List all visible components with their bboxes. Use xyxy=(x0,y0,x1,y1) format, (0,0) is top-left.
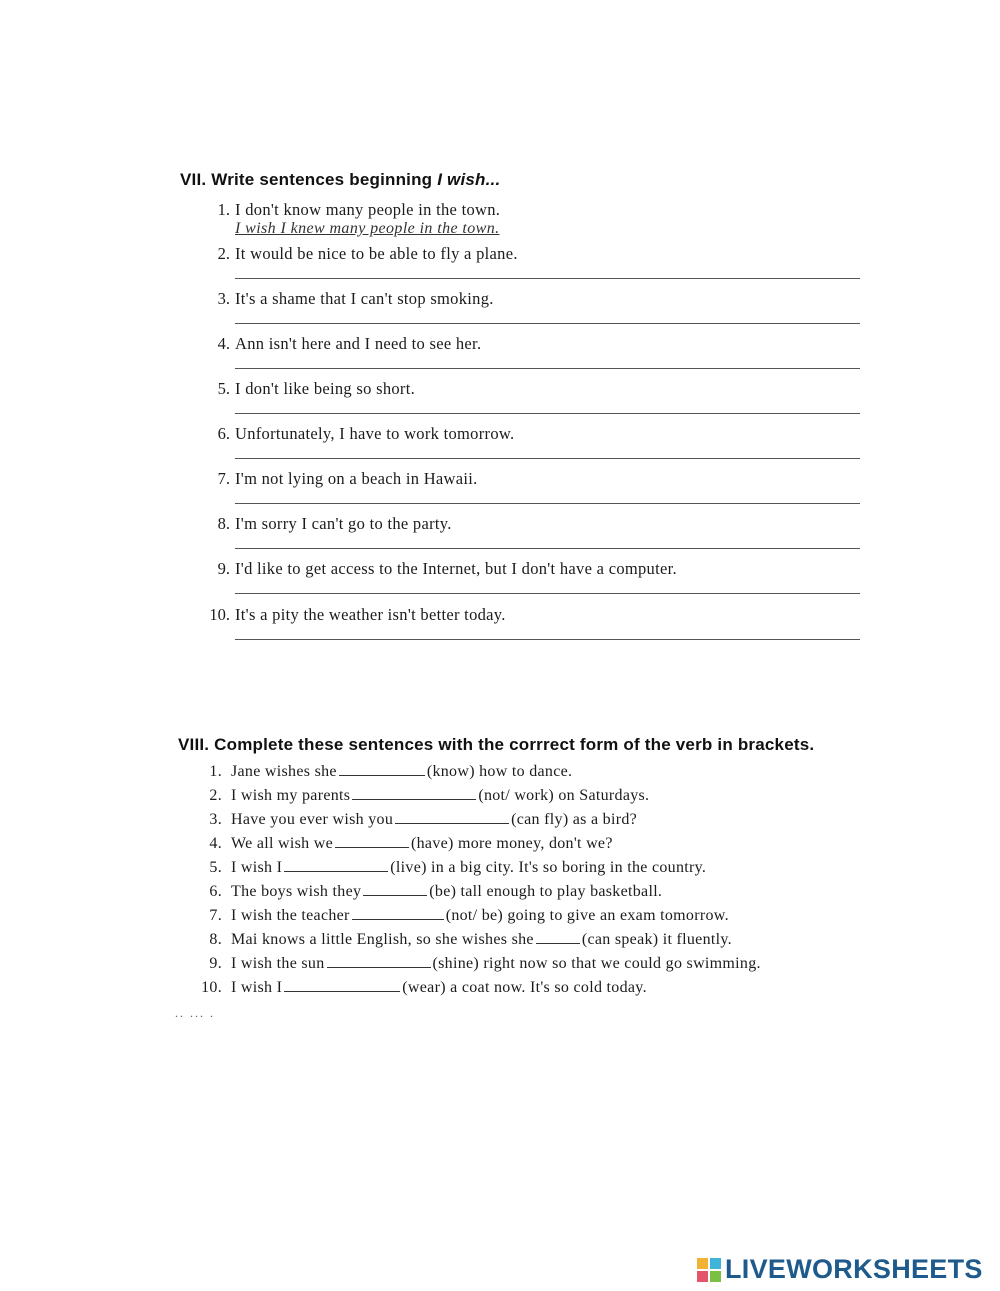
list-item xyxy=(178,883,898,907)
item-number: 4. xyxy=(217,334,230,353)
item-number: 6. xyxy=(217,424,230,443)
answer-line[interactable] xyxy=(235,639,860,640)
list-item xyxy=(180,334,860,378)
list-item xyxy=(178,835,898,859)
section-7-heading-italic: I wish... xyxy=(437,170,501,189)
answer-blank[interactable] xyxy=(284,859,388,872)
section-7-roman: VII. xyxy=(180,170,207,189)
liveworksheets-logo-text: LIVEWORKSHEETS xyxy=(725,1254,983,1284)
item-prompt: Unfortunately, I have to work tomorrow. xyxy=(235,424,515,443)
answer-line[interactable] xyxy=(235,458,860,459)
item-number: 2. xyxy=(217,244,230,263)
answer-line[interactable] xyxy=(235,503,860,504)
sentence-end: (not/ work) on Saturdays. xyxy=(478,787,650,804)
sentence-start: I wish I xyxy=(231,979,283,996)
list-item xyxy=(180,469,860,513)
sentence-start: I wish my parents xyxy=(231,787,351,804)
sentence-end: (know) how to dance. xyxy=(426,763,573,780)
answer-line[interactable] xyxy=(235,368,860,369)
scan-marks: .. ... . xyxy=(175,1006,215,1020)
section-8-roman: VIII. xyxy=(178,735,210,754)
item-number: 5. xyxy=(209,859,222,876)
item-prompt: I don't know many people in the town. xyxy=(235,200,501,219)
section-7-heading xyxy=(180,170,880,190)
answer-blank[interactable] xyxy=(327,955,431,968)
item-number: 3. xyxy=(217,289,230,308)
sentence-end: (shine) right now so that we could go swimming. xyxy=(432,955,761,972)
answer-line[interactable] xyxy=(235,548,860,549)
item-number: 8. xyxy=(217,514,230,533)
sentence-end: (can fly) as a bird? xyxy=(511,811,638,828)
list-item xyxy=(178,955,898,979)
list-item xyxy=(180,379,860,423)
section-8-heading-text: Complete these sentences with the corrrect form of the verb in brackets. xyxy=(214,735,815,754)
item-number: 9. xyxy=(209,955,222,972)
item-number: 4. xyxy=(209,835,222,852)
sentence-start: I wish I xyxy=(231,859,283,876)
sentence-start: Jane wishes she xyxy=(231,763,337,780)
answer-blank[interactable] xyxy=(395,811,509,824)
item-number: 1. xyxy=(209,763,222,780)
item-number: 10. xyxy=(209,605,230,624)
liveworksheets-logo-icon xyxy=(697,1258,721,1282)
example-answer: I wish I knew many people in the town. xyxy=(235,220,500,237)
list-item xyxy=(180,514,860,558)
section-8-heading xyxy=(178,735,898,755)
answer-blank[interactable] xyxy=(352,787,476,800)
list-item xyxy=(178,931,898,955)
list-item xyxy=(178,787,898,811)
sentence-end: (can speak) it fluently. xyxy=(581,931,732,948)
item-number: 9. xyxy=(217,559,230,578)
sentence-start: I wish the teacher xyxy=(231,907,350,924)
answer-line[interactable] xyxy=(235,593,860,594)
item-number: 3. xyxy=(209,811,222,828)
answer-line[interactable] xyxy=(235,278,860,279)
answer-blank[interactable] xyxy=(536,931,580,944)
answer-line[interactable] xyxy=(235,413,860,414)
sentence-end: (not/ be) going to give an exam tomorrow. xyxy=(445,907,729,924)
sentence-start: Mai knows a little English, so she wishes she xyxy=(231,931,534,948)
item-number: 8. xyxy=(209,931,222,948)
item-prompt: It's a shame that I can't stop smoking. xyxy=(235,289,494,308)
answer-blank[interactable] xyxy=(363,883,427,896)
answer-line[interactable] xyxy=(235,323,860,324)
list-item xyxy=(178,979,898,1003)
item-number: 7. xyxy=(209,907,222,924)
item-number: 1. xyxy=(217,200,230,219)
list-item xyxy=(178,763,898,787)
item-prompt: I'm not lying on a beach in Hawaii. xyxy=(235,469,478,488)
item-prompt: It's a pity the weather isn't better today. xyxy=(235,605,506,624)
sentence-end: (be) tall enough to play basketball. xyxy=(429,883,663,900)
answer-blank[interactable] xyxy=(284,979,400,992)
sentence-start: We all wish we xyxy=(231,835,333,852)
item-number: 7. xyxy=(217,469,230,488)
list-item xyxy=(180,559,860,603)
answer-blank[interactable] xyxy=(352,907,444,920)
list-item xyxy=(180,244,860,288)
item-prompt: Ann isn't here and I need to see her. xyxy=(235,334,482,353)
sentence-start: Have you ever wish you xyxy=(231,811,394,828)
section-7 xyxy=(180,170,880,624)
sentence-start: The boys wish they xyxy=(231,883,362,900)
section-8 xyxy=(178,735,898,996)
item-prompt: I don't like being so short. xyxy=(235,379,416,398)
sentence-end: (have) more money, don't we? xyxy=(411,835,613,852)
list-item xyxy=(180,289,860,333)
item-number: 2. xyxy=(209,787,222,804)
list-item xyxy=(178,907,898,931)
list-item xyxy=(180,424,860,468)
list-item xyxy=(180,200,860,244)
list-item xyxy=(178,811,898,835)
list-item xyxy=(180,605,860,649)
item-prompt: I'd like to get access to the Internet, but I don't have a computer. xyxy=(235,559,677,578)
sentence-end: (live) in a big city. It's so boring in the country. xyxy=(390,859,707,876)
sentence-start: I wish the sun xyxy=(231,955,325,972)
answer-blank[interactable] xyxy=(335,835,409,848)
item-prompt: I'm sorry I can't go to the party. xyxy=(235,514,452,533)
item-number: 5. xyxy=(217,379,230,398)
answer-blank[interactable] xyxy=(339,763,425,776)
item-number: 6. xyxy=(209,883,222,900)
section-7-heading-text: Write sentences beginning xyxy=(211,170,433,189)
item-prompt: It would be nice to be able to fly a plane. xyxy=(235,244,518,263)
list-item xyxy=(178,859,898,883)
item-number: 10. xyxy=(201,979,222,996)
sentence-end: (wear) a coat now. It's so cold today. xyxy=(402,979,647,996)
